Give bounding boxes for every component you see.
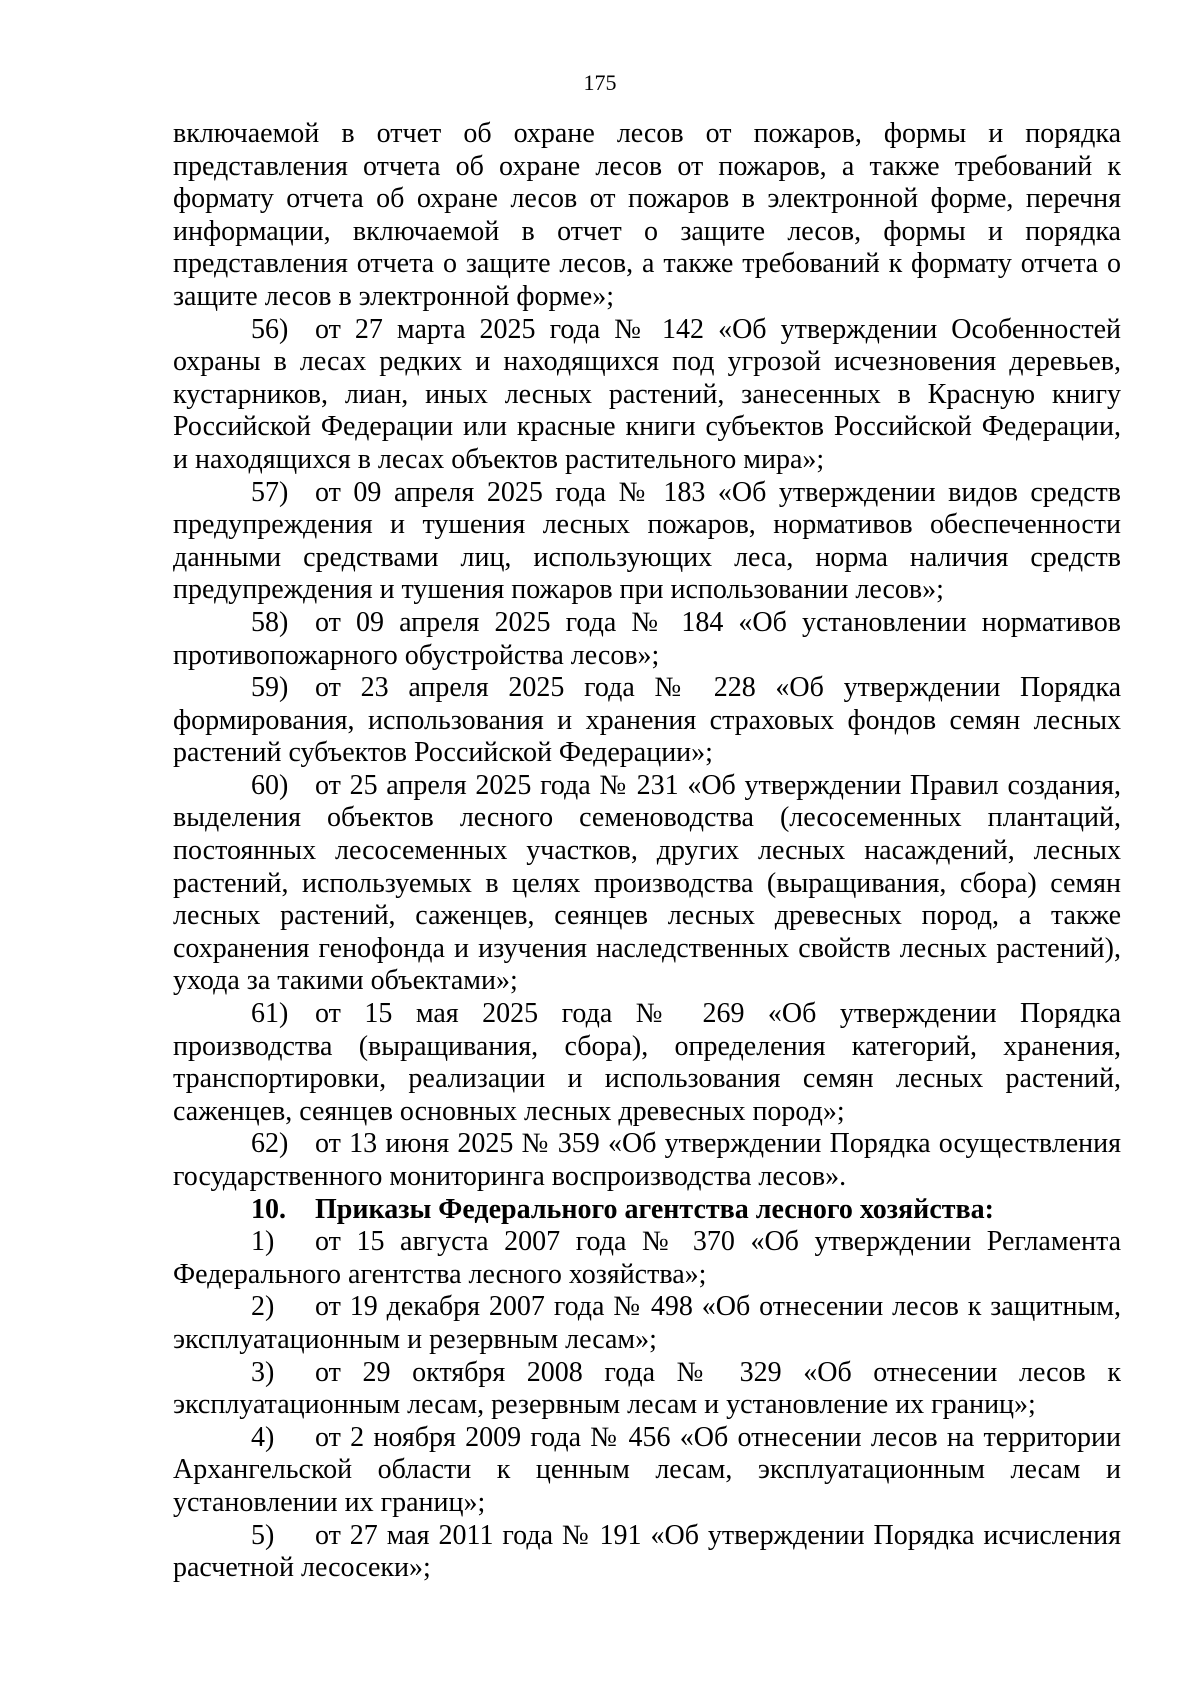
- list-item-number: 1): [251, 1226, 275, 1258]
- list-item: [173, 1422, 1121, 1520]
- section-title: Приказы Федерального агентства лесного хозяйства:: [315, 1193, 994, 1225]
- list-item: [173, 1128, 1121, 1193]
- section-heading: [173, 1194, 1121, 1227]
- list-item-number: 5): [251, 1519, 275, 1551]
- list-item: [173, 607, 1121, 672]
- list-item: [173, 1520, 1121, 1585]
- list-item-number: 3): [251, 1356, 275, 1388]
- list-item-text: от 09 апреля 2025 года № 183 «Об утверждении видов средств предупреждения и тушения лесных пожаров, нормативов обеспеченности данными средствами лиц, использующих леса, норма наличия средств предупреждения и тушения пожаров при использовании лесов»;: [173, 476, 1121, 606]
- document-body: [173, 118, 1121, 1585]
- list-item-text: от 2 ноября 2009 года № 456 «Об отнесении лесов на территории Архангельской области к ценным лесам, эксплуатационным лесам и установлении их границ»;: [173, 1421, 1121, 1518]
- list-item-text: от 29 октября 2008 года № 329 «Об отнесении лесов к эксплуатационным лесам, резервным лесам и установление их границ»;: [173, 1356, 1121, 1421]
- intro-paragraph: включаемой в отчет об охране лесов от пожаров, формы и порядка представления отчета об охране лесов от пожаров, а также требований к формату отчета об охране лесов от пожаров в электронной форме, перечня информации, включаемой в отчет о защите лесов, формы и порядка представления отчета о защите лесов, а также требований к формату отчета о защите лесов в электронной форме»;: [173, 118, 1121, 312]
- list-item-text: от 27 марта 2025 года № 142 «Об утверждении Особенностей охраны в лесах редких и находящихся под угрозой исчезновения деревьев, кустарников, лиан, иных лесных растений, занесенных в Красную книгу Российской Федерации или красные книги субъектов Российской Федерации, и находящихся в лесах объектов растительного мира»;: [173, 313, 1121, 475]
- list-item: [173, 314, 1121, 477]
- list-item-text: от 19 декабря 2007 года № 498 «Об отнесении лесов к защитным, эксплуатационным и резервным лесам»;: [173, 1291, 1121, 1355]
- list-item-number: 59): [251, 672, 289, 704]
- list-item-number: 58): [251, 606, 289, 638]
- list-item-text: от 15 мая 2025 года № 269 «Об утверждении Порядка производства (выращивания, сбора), определения категорий, хранения, транспортировки, реализации и использования семян лесных растений, саженцев, сеянцев основных лесных древесных пород»;: [173, 998, 1121, 1127]
- list-item-number: 57): [251, 476, 289, 508]
- list-item-text: от 15 августа 2007 года № 370 «Об утверждении Регламента Федерального агентства лесного хозяйства»;: [173, 1226, 1121, 1290]
- list-item: [173, 672, 1121, 770]
- list-item-text: от 27 мая 2011 года № 191 «Об утверждении Порядка исчисления расчетной лесосеки»;: [173, 1519, 1121, 1584]
- page-number: 175: [583, 70, 617, 95]
- list-item: [173, 770, 1121, 998]
- list-item: [173, 1357, 1121, 1422]
- section-number: 10.: [251, 1193, 286, 1225]
- list-item-number: 62): [251, 1128, 289, 1160]
- list-item: [173, 1226, 1121, 1291]
- list-item-text: от 09 апреля 2025 года № 184 «Об установлении нормативов противопожарного обустройства лесов»;: [173, 606, 1121, 671]
- list-item-number: 60): [251, 769, 289, 801]
- list-item-number: 56): [251, 313, 289, 345]
- list-item: [173, 477, 1121, 607]
- list-item-number: 2): [251, 1291, 275, 1323]
- list-item-number: 4): [251, 1421, 275, 1453]
- list-item: [173, 998, 1121, 1128]
- list-item-text: от 23 апреля 2025 года № 228 «Об утверждении Порядка формирования, использования и хранения страховых фондов семян лесных растений субъектов Российской Федерации»;: [173, 672, 1121, 769]
- list-item-number: 61): [251, 998, 289, 1030]
- list-item-text: от 25 апреля 2025 года № 231 «Об утверждении Правил создания, выделения объектов лесного семеноводства (лесосеменных плантаций, постоянных лесосеменных участков, других лесных насаждений, лесных растений, используемых в целях производства (выращивания, сбора) семян лесных растений, саженцев, сеянцев лесных древесных пород, а также сохранения генофонда и изучения наследственных свойств лесных растений), ухода за такими объектами»;: [173, 769, 1121, 997]
- list-item-text: от 13 июня 2025 № 359 «Об утверждении Порядка осуществления государственного мониторинга воспроизводства лесов».: [173, 1128, 1121, 1192]
- list-item: [173, 1291, 1121, 1356]
